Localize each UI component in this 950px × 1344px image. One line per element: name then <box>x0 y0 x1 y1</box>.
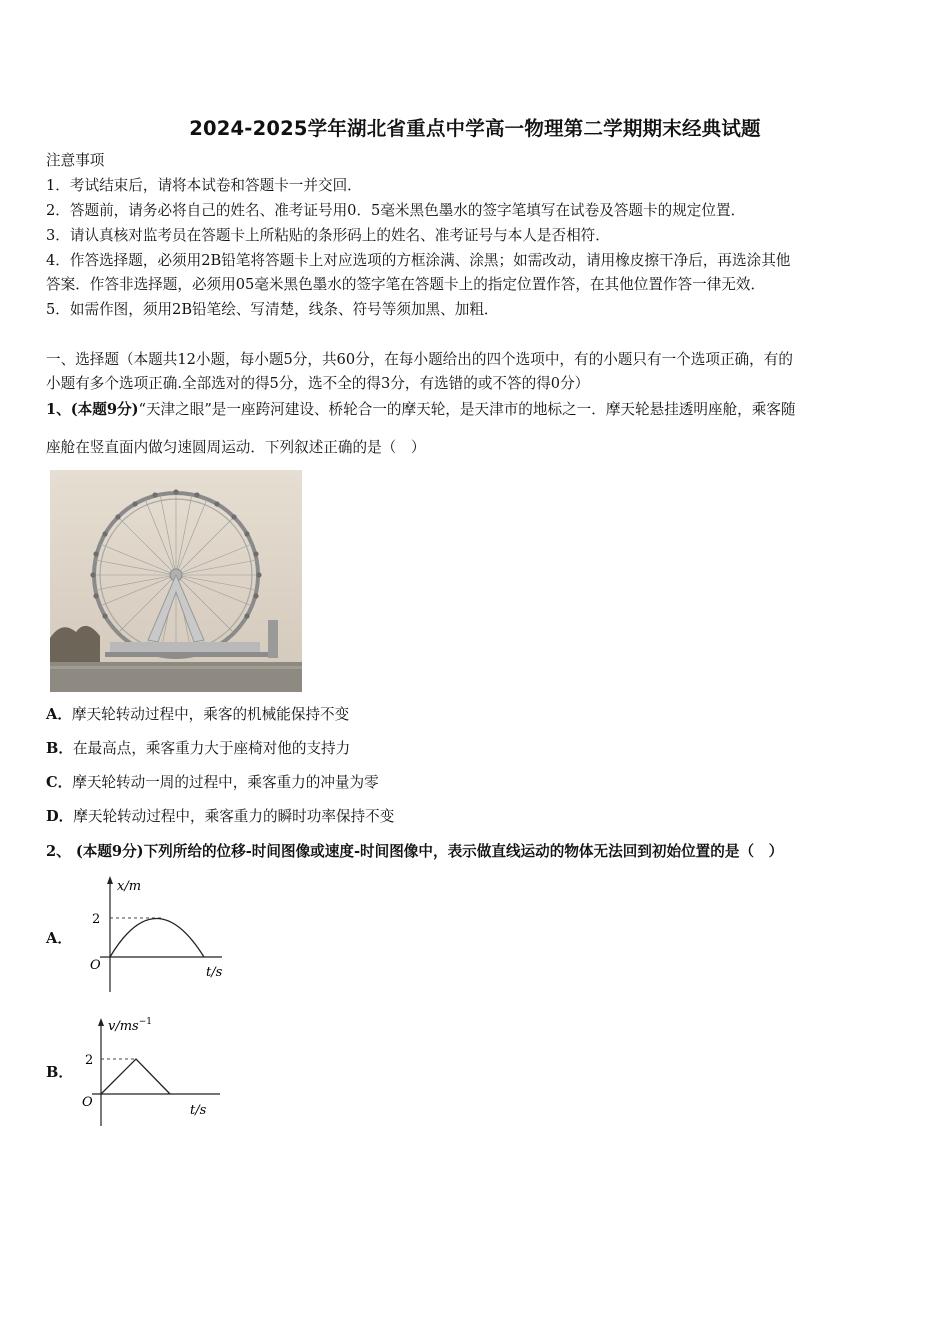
graph-b-ytick: 2 <box>85 1053 94 1068</box>
notice-item: 3．请认真核对监考员在答题卡上所粘贴的条形码上的姓名、准考证号与本人是否相符． <box>46 227 610 244</box>
option-d <box>46 807 908 827</box>
graph-a-xlabel: t/s <box>206 965 223 980</box>
option-text: 摩天轮转动过程中，乘客的机械能保持不变 <box>71 706 350 723</box>
graph-a <box>80 872 230 1001</box>
graph-b-ylabel-sup: −1 <box>138 1017 153 1027</box>
graph-a-label: A． <box>46 930 72 947</box>
question-1-stem <box>46 400 908 420</box>
question-1-number: 1、(本题9分) <box>46 401 139 418</box>
notice-heading: 注意事项 <box>46 152 105 169</box>
question-1-text: “天津之眼”是一座跨河建设、桥轮合一的摩天轮，是天津市的地标之一．摩天轮悬挂透明座舱，乘客随 <box>138 401 796 418</box>
option-text: 摩天轮转动过程中，乘客重力的瞬时功率保持不变 <box>73 808 395 825</box>
graph-a-ytick: 2 <box>92 912 101 927</box>
section-heading-cont: 小题有多个选项正确.全部选对的得5分，选不全的得3分，有选错的或不答的得0分） <box>46 375 590 392</box>
graph-b-label: B． <box>46 1064 73 1081</box>
option-text: 在最高点，乘客重力大于座椅对他的支持力 <box>72 740 351 757</box>
notice-item: 1．考试结束后，请将本试卷和答题卡一并交回． <box>46 177 362 194</box>
page-title: 2024-2025学年湖北省重点中学高一物理第二学期期末经典试题 <box>189 117 761 140</box>
notice-item: 4．作答选择题，必须用2B铅笔将答题卡上对应选项的方框涂满、涂黑；如需改动，请用橡皮擦干净后，再选涂其他 <box>46 252 791 269</box>
notice-item: 5．如需作图，须用2B铅笔绘、写清楚，线条、符号等须加黑、加粗． <box>46 301 499 318</box>
section-heading: 一、选择题（本题共12小题，每小题5分，共60分，在每小题给出的四个选项中，有的小题只有一个选项正确，有的 <box>46 351 793 368</box>
question-1-stem-cont: 座舱在竖直面内做匀速圆周运动．下列叙述正确的是（ ） <box>46 439 426 456</box>
option-text: 摩天轮转动一周的过程中，乘客重力的冲量为零 <box>72 774 379 791</box>
ferris-wheel-photo <box>50 470 302 692</box>
option-letter: C． <box>46 774 73 791</box>
notice-item: 答案．作答非选择题，必须用05毫米黑色墨水的签字笔在答题卡上的指定位置作答，在其他位置作答一律无效． <box>46 276 766 293</box>
notice-item: 2．答题前，请务必将自己的姓名、准考证号用0．5毫米黑色墨水的签字笔填写在试卷及答题卡的规定位置． <box>46 202 746 219</box>
graph-b-ylabel-text: v/ms <box>108 1019 139 1034</box>
option-letter: A． <box>46 706 72 723</box>
graph-b-origin: O <box>82 1095 93 1110</box>
graph-b-line <box>101 1059 170 1094</box>
graph-b <box>70 1010 230 1134</box>
graph-b-y-arrow <box>98 1018 104 1026</box>
graph-b-xlabel: t/s <box>190 1103 207 1118</box>
option-letter: B． <box>46 740 73 757</box>
option-b <box>46 739 908 759</box>
graph-a-ylabel: x/m <box>117 879 142 894</box>
question-2-stem: 2、 (本题9分)下列所给的位移-时间图像或速度-时间图像中，表示做直线运动的物体无法回到初始位置的是（ ） <box>46 843 784 860</box>
option-letter: D． <box>46 808 74 825</box>
graph-a-origin: O <box>90 958 101 973</box>
option-c <box>46 773 908 793</box>
graph-a-curve <box>110 919 204 958</box>
graph-a-y-arrow <box>107 876 113 884</box>
option-a <box>46 705 908 725</box>
graph-b-ylabel <box>108 1017 152 1034</box>
